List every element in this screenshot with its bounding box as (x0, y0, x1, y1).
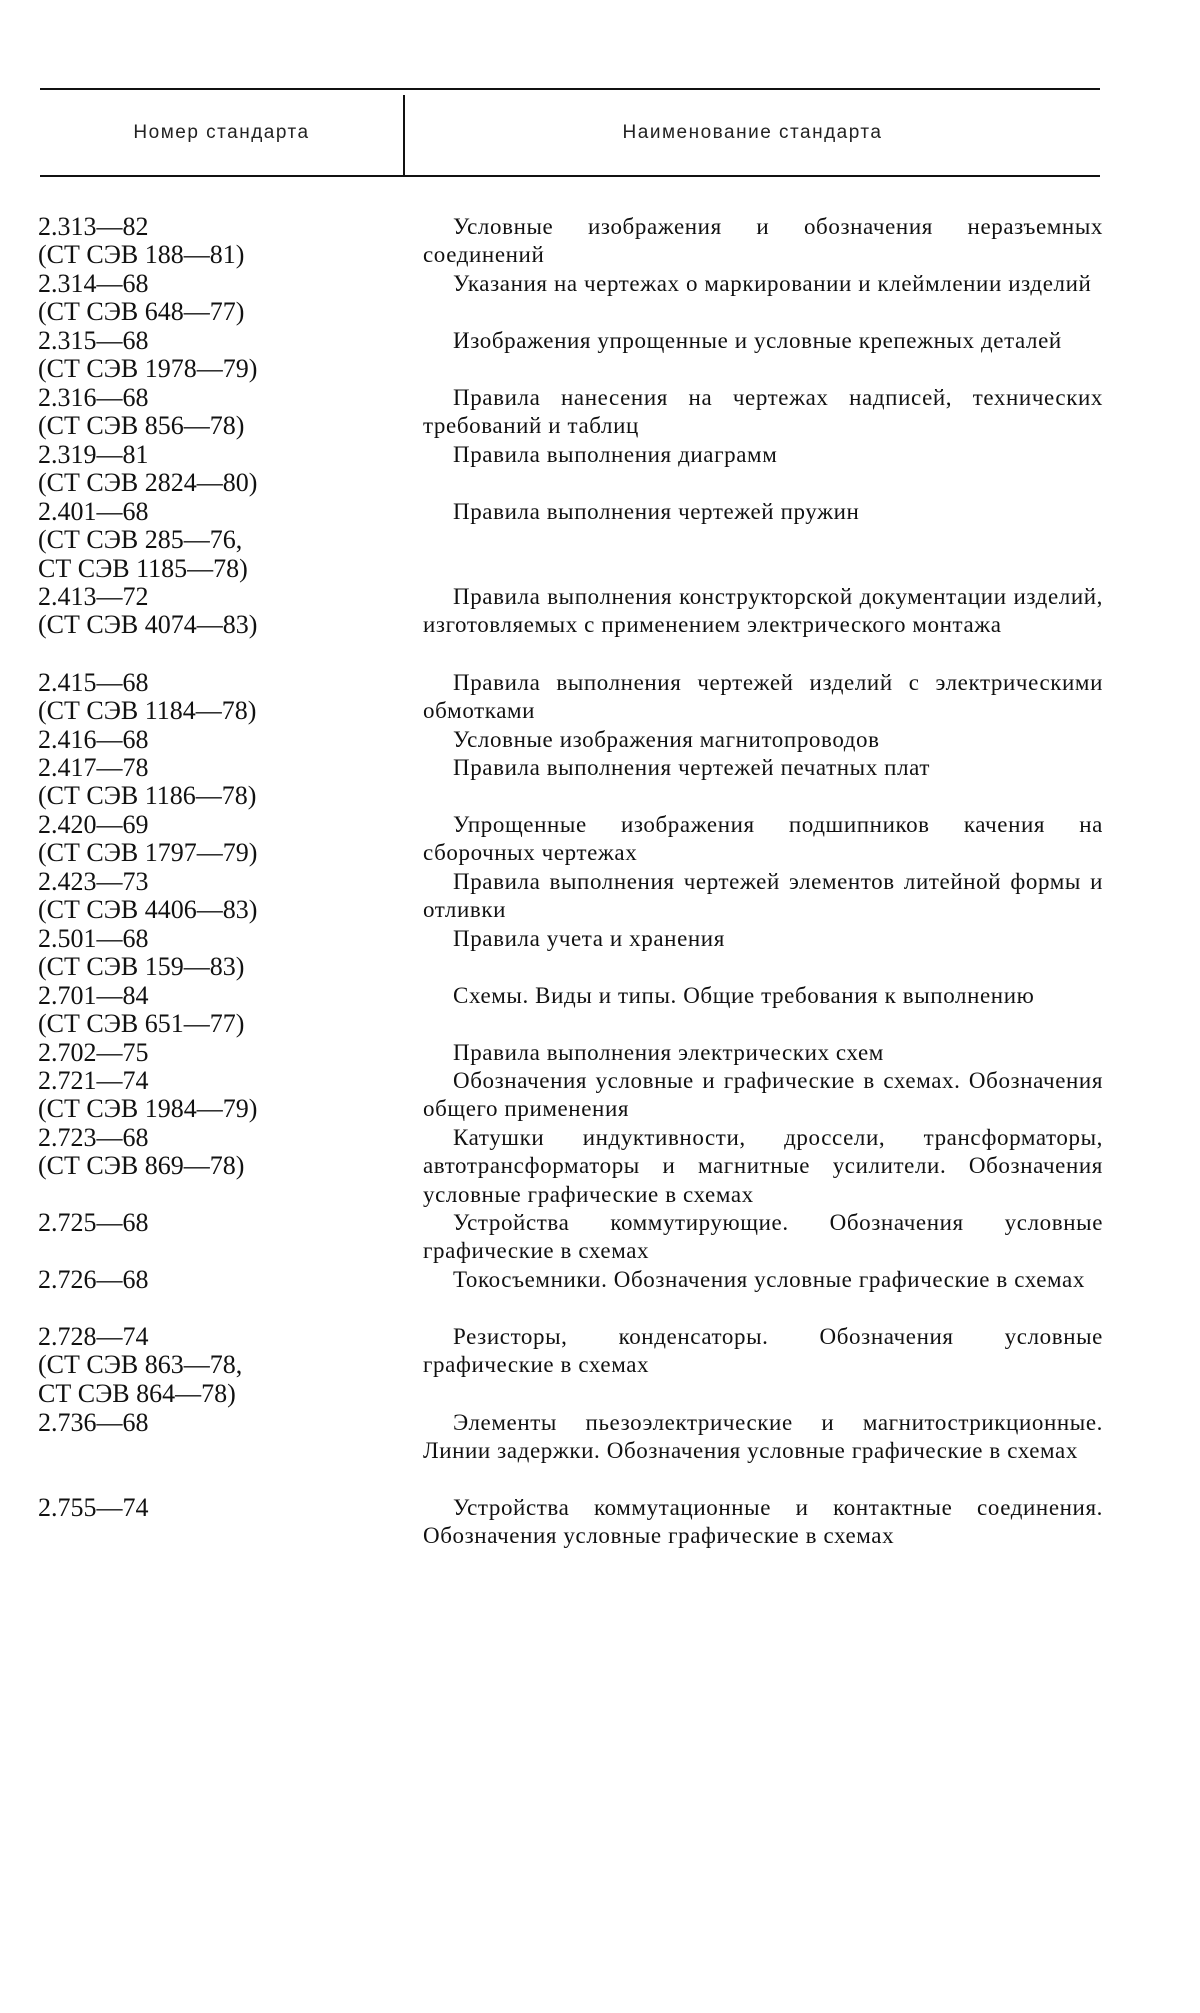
standard-number: 2.726—68 (38, 1266, 408, 1294)
standard-name: Условные изображения и обозначения неразъемных соединений (423, 213, 1103, 270)
standard-name: Устройства коммутирующие. Обозначения условные графические в схемах (423, 1209, 1103, 1266)
standard-name: Схемы. Виды и типы. Общие требования к выполнению (423, 982, 1103, 1010)
standard-number: 2.420—69 (СТ СЭВ 1797—79) (38, 811, 408, 868)
standard-number: 2.313—82 (СТ СЭВ 188—81) (38, 213, 408, 270)
standard-name: Правила выполнения диаграмм (423, 441, 1103, 469)
standard-name: Элементы пьезоэлектрические и магнитострикционные. Линии задержки. Обозначения условные графические в схемах (423, 1409, 1103, 1466)
standard-name: Правила выполнения чертежей элементов литейной формы и отливки (423, 868, 1103, 925)
standard-number: 2.319—81 (СТ СЭВ 2824—80) (38, 441, 408, 498)
standard-number: 2.501—68 (СТ СЭВ 159—83) (38, 925, 408, 982)
standard-name: Токосъемники. Обозначения условные графические в схемах (423, 1266, 1103, 1294)
standard-number: 2.417—78 (СТ СЭВ 1186—78) (38, 754, 408, 811)
standards-table (0, 0, 1200, 2013)
standard-name: Правила выполнения чертежей пружин (423, 498, 1103, 526)
standard-name: Упрощенные изображения подшипников качения на сборочных чертежах (423, 811, 1103, 868)
standard-number: 2.725—68 (38, 1209, 408, 1237)
standard-number: 2.316—68 (СТ СЭВ 856—78) (38, 384, 408, 441)
standard-number: 2.701—84 (СТ СЭВ 651—77) (38, 982, 408, 1039)
standard-name: Устройства коммутационные и контактные соединения. Обозначения условные графические в схемах (423, 1494, 1103, 1551)
standard-number: 2.721—74 (СТ СЭВ 1984—79) (38, 1067, 408, 1124)
column-header-number: Номер стандарта (40, 122, 403, 144)
standard-name: Указания на чертежах о маркировании и клеймлении изделий (423, 270, 1103, 298)
standard-number: 2.723—68 (СТ СЭВ 869—78) (38, 1124, 408, 1181)
standard-number: 2.415—68 (СТ СЭВ 1184—78) (38, 669, 408, 726)
standard-number: 2.736—68 (38, 1409, 408, 1437)
standard-number: 2.314—68 (СТ СЭВ 648—77) (38, 270, 408, 327)
standard-number: 2.413—72 (СТ СЭВ 4074—83) (38, 583, 408, 640)
standard-name: Правила выполнения чертежей изделий с электрическими обмотками (423, 669, 1103, 726)
standard-name: Правила выполнения электрических схем (423, 1039, 1103, 1067)
standard-name: Резисторы, конденсаторы. Обозначения условные графические в схемах (423, 1323, 1103, 1380)
standard-number: 2.416—68 (38, 726, 408, 754)
standard-number: 2.728—74 (СТ СЭВ 863—78, СТ СЭВ 864—78) (38, 1323, 408, 1408)
column-header-name: Наименование стандарта (405, 122, 1100, 144)
standard-name: Условные изображения магнитопроводов (423, 726, 1103, 754)
standard-number: 2.423—73 (СТ СЭВ 4406—83) (38, 868, 408, 925)
standard-number: 2.755—74 (38, 1494, 408, 1522)
document-page (0, 0, 1200, 2013)
standard-name: Правила выполнения конструкторской документации изделий, изготовляемых с применением электрического монтажа (423, 583, 1103, 640)
standard-name: Изображения упрощенные и условные крепежных деталей (423, 327, 1103, 355)
standard-name: Правила учета и хранения (423, 925, 1103, 953)
standard-number: 2.315—68 (СТ СЭВ 1978—79) (38, 327, 408, 384)
standard-number: 2.401—68 (СТ СЭВ 285—76, СТ СЭВ 1185—78) (38, 498, 408, 583)
standard-number: 2.702—75 (38, 1039, 408, 1067)
standard-name: Катушки индуктивности, дроссели, трансформаторы, автотрансформаторы и магнитные усилители. Обозначения условные графические в схемах (423, 1124, 1103, 1209)
standard-name: Правила выполнения чертежей печатных плат (423, 754, 1103, 782)
standard-name: Правила нанесения на чертежах надписей, технических требований и таблиц (423, 384, 1103, 441)
standard-name: Обозначения условные и графические в схемах. Обозначения общего применения (423, 1067, 1103, 1124)
